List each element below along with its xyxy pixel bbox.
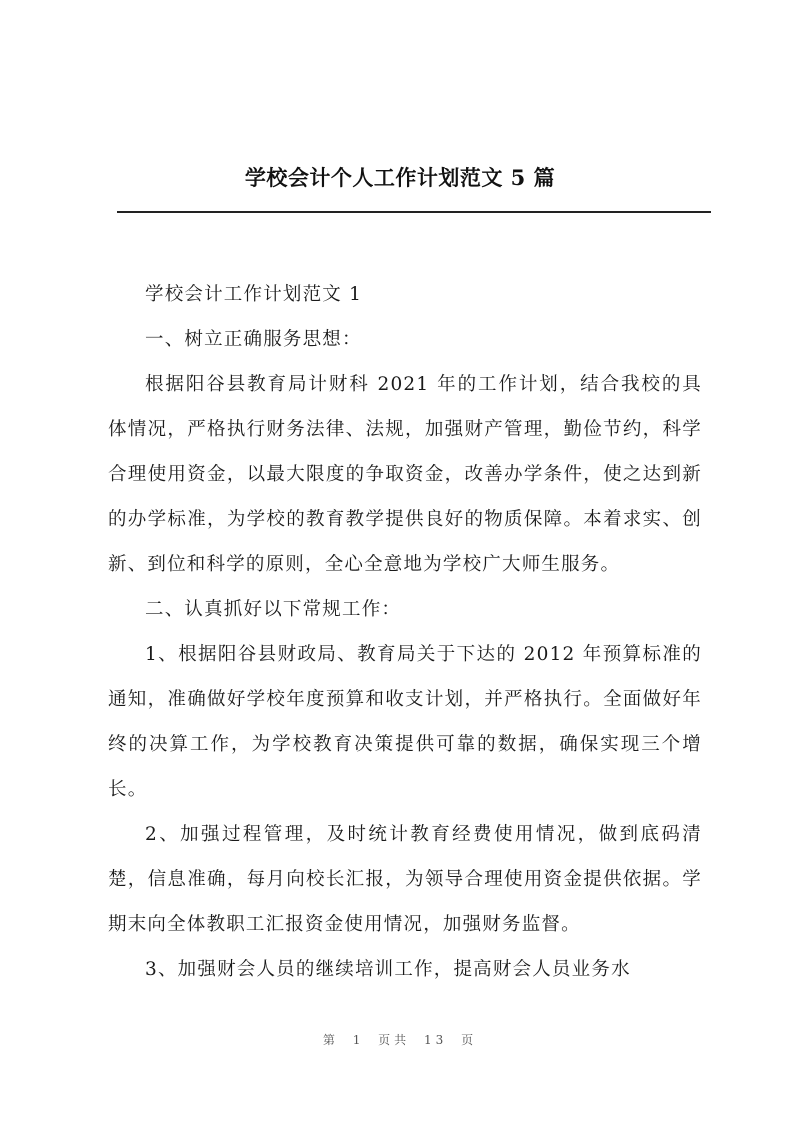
footer-middle: 页共 [378,1033,411,1047]
footer-prefix: 第 [322,1033,339,1047]
paragraph: 2、加强过程管理，及时统计教育经费使用情况，做到底码清楚，信息准确，每月向校长汇报，为领导合理使用资金提供依据。学期末向全体教职工汇报资金使用情况，加强财务监督。 [108,824,702,935]
title-underline [117,211,711,213]
document-title: 学校会计个人工作计划范文 5 篇 [244,165,556,190]
paragraph: 根据阳谷县教育局计财科 2021 年的工作计划，结合我校的具体情况，严格执行财务法律、法规，加强财产管理，勤俭节约，科学合理使用资金，以最大限度的争取资金，改善办学条件，使之达到新的办学标准，为学校的教育教学提供良好的物质保障。本着求实、创新、到位和科学的原则，全心全意地为学校广大师生服务。 [108,374,702,575]
footer-total-pages: 13 [424,1033,448,1047]
footer-page-number: 1 [352,1033,365,1047]
page-footer [0,1031,800,1048]
document-body [108,272,702,992]
footer-suffix: 页 [461,1033,478,1047]
section-heading: 学校会计工作计划范文 1 [145,284,363,305]
subsection-heading: 二、认真抓好以下常规工作： [145,599,402,620]
paragraph: 1、根据阳谷县财政局、教育局关于下达的 2012 年预算标准的通知，准确做好学校年度预算和收支计划，并严格执行。全面做好年终的决算工作，为学校教育决策提供可靠的数据，确保实现三个增长。 [108,644,702,800]
subsection-heading: 一、树立正确服务思想： [145,329,362,350]
paragraph: 3、加强财会人员的继续培训工作，提高财会人员业务水 [145,959,631,980]
